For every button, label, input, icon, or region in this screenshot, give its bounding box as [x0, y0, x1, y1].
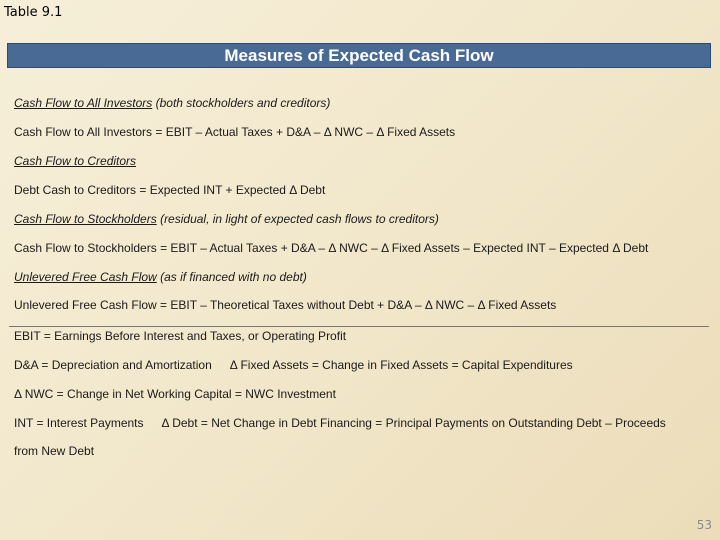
definition-fixed-assets: Δ Fixed Assets = Change in Fixed Assets = Capital Expenditures — [229, 358, 573, 372]
heading-cash-flow-creditors — [14, 154, 136, 168]
heading-text: Cash Flow to Creditors — [14, 154, 137, 168]
section-divider — [9, 326, 709, 327]
definition-da: D&A = Depreciation and Amortization — [14, 358, 212, 372]
heading-unlevered-fcf — [14, 270, 307, 284]
heading-text: Unlevered Free Cash Flow — [14, 270, 157, 284]
heading-text: Cash Flow to All Investors — [14, 96, 153, 110]
definition-debt: Δ Debt = Net Change in Debt Financing = Principal Payments on Outstanding Debt – Proceeds — [161, 416, 666, 430]
table-title: Measures of Expected Cash Flow — [224, 45, 494, 65]
heading-cash-flow-all-investors — [14, 96, 330, 110]
formula-cash-flow-stockholders: Cash Flow to Stockholders = EBIT – Actual Taxes + D&A – Δ NWC – Δ Fixed Assets – Expected INT – Expected Δ Debt — [14, 241, 649, 255]
definition-row-da — [14, 358, 573, 372]
definition-int: INT = Interest Payments — [14, 416, 144, 430]
formula-debt-cash-creditors: Debt Cash to Creditors = Expected INT + Expected Δ Debt — [14, 183, 326, 197]
definition-nwc: Δ NWC = Change in Net Working Capital = NWC Investment — [14, 387, 336, 401]
heading-cash-flow-stockholders — [14, 212, 439, 226]
heading-note: (residual, in light of expected cash flows to creditors) — [156, 212, 439, 226]
page-number: 53 — [696, 518, 712, 532]
heading-note: (as if financed with no debt) — [156, 270, 307, 284]
heading-note: (both stockholders and creditors) — [152, 96, 331, 110]
definition-row-int — [14, 416, 666, 430]
definition-debt-continued: from New Debt — [14, 444, 95, 458]
formula-unlevered-fcf: Unlevered Free Cash Flow = EBIT – Theoretical Taxes without Debt + D&A – Δ NWC – Δ Fixed Assets — [14, 298, 557, 312]
table-title-bar — [7, 43, 711, 68]
heading-text: Cash Flow to Stockholders — [14, 212, 157, 226]
slide-label: Table 9.1 — [4, 5, 63, 20]
definition-ebit: EBIT = Earnings Before Interest and Taxes, or Operating Profit — [14, 329, 347, 343]
formula-cash-flow-all-investors: Cash Flow to All Investors = EBIT – Actual Taxes + D&A – Δ NWC – Δ Fixed Assets — [14, 125, 456, 139]
